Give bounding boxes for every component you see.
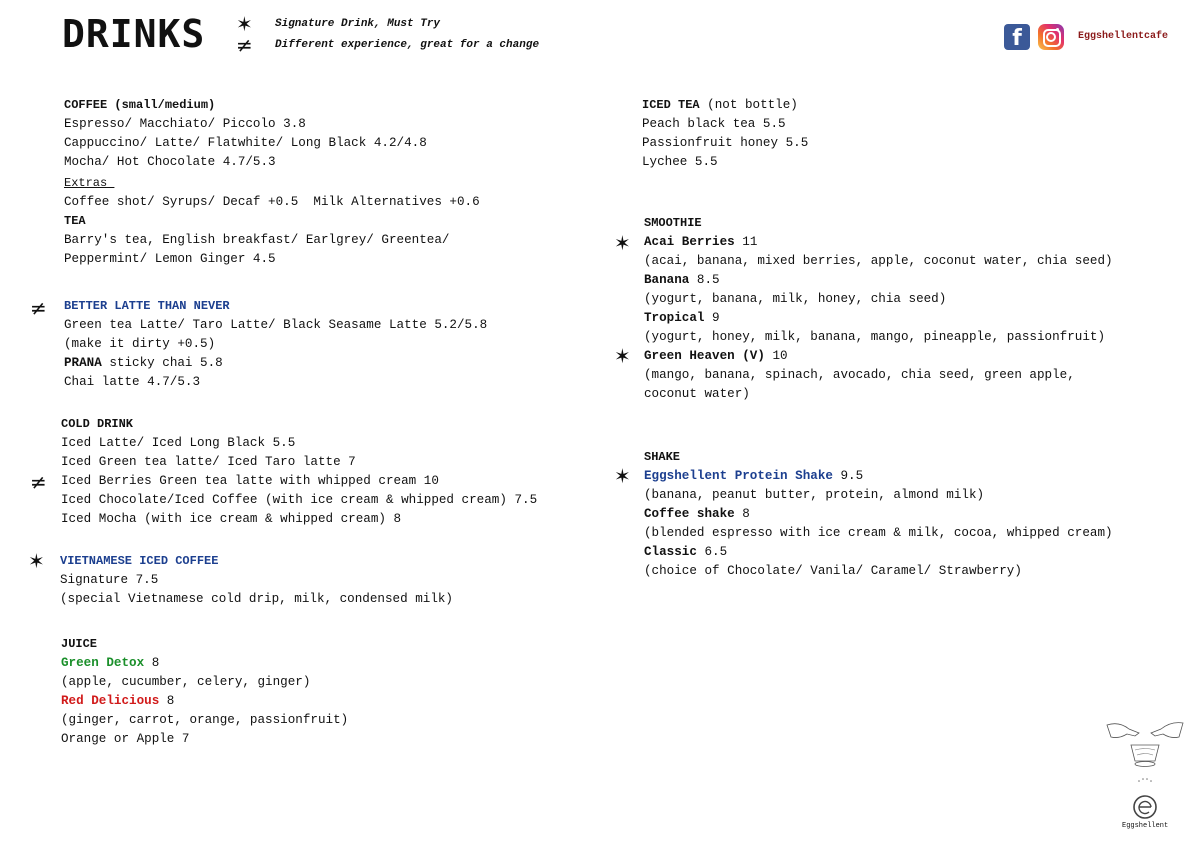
legend-signature-text: Signature Drink, Must Try [275,18,441,30]
iced-tea-item: Passionfruit honey 5.5 [642,136,809,150]
smoothie-price: 8.5 [689,273,720,287]
better-latte-heading: BETTER LATTE THAN NEVER [64,299,230,313]
smoothie-name: Acai Berries [644,235,735,249]
star-burst-icon: ✶ [236,12,253,36]
red-delicious-desc: (ginger, carrot, orange, passionfruit) [61,713,349,727]
extras-line: Coffee shot/ Syrups/ Decaf +0.5 Milk Alternatives +0.6 [64,195,480,209]
shake-price: 8 [734,507,750,521]
shake-price: 6.5 [696,545,728,559]
smoothie-desc: coconut water) [644,387,750,401]
juice-other: Orange or Apple 7 [61,732,190,746]
tea-item: Barry's tea, English breakfast/ Earlgrey/ Greentea/ [64,233,450,247]
cold-drink-item: Iced Latte/ Iced Long Black 5.5 [61,436,296,450]
juice-heading: JUICE [61,637,98,651]
cold-drink-item: Iced Green tea latte/ Iced Taro latte 7 [61,455,356,469]
facebook-icon[interactable]: f [1004,24,1030,50]
shake-section [644,448,1113,581]
not-equal-icon: ≠ [30,470,47,494]
tea-item: Peppermint/ Lemon Ginger 4.5 [64,252,276,266]
shake-name: Eggshellent Protein Shake [644,469,833,483]
smoothie-desc: (mango, banana, spinach, avocado, chia seed, green apple, [644,368,1075,382]
not-equal-icon: ≠ [30,296,47,320]
star-burst-icon: ✶ [614,344,631,368]
better-latte-item: (make it dirty +0.5) [64,337,216,351]
vietnamese-heading: VIETNAMESE ICED COFFEE [60,554,219,568]
shake-desc: (banana, peanut butter, protein, almond milk) [644,488,985,502]
star-burst-icon: ✶ [28,549,45,573]
smoothie-desc: (yogurt, banana, milk, honey, chia seed) [644,292,947,306]
vietnamese-item: (special Vietnamese cold drip, milk, condensed milk) [60,592,453,606]
eggshellent-logo-icon [1105,712,1185,832]
logo-text: Eggshellent [1122,822,1169,830]
coffee-item: Cappuccino/ Latte/ Flatwhite/ Long Black 4.2/4.8 [64,136,427,150]
iced-tea-heading: ICED TEA [642,98,700,112]
shake-heading: SHAKE [644,450,681,464]
smoothie-name: Banana [644,273,690,287]
cold-drink-item: Iced Mocha (with ice cream & whipped cream) 8 [61,512,402,526]
smoothie-section [644,214,1113,404]
better-latte-item: Green tea Latte/ Taro Latte/ Black Seasame Latte 5.2/5.8 [64,318,488,332]
shake-desc: (blended espresso with ice cream & milk, cocoa, whipped cream) [644,526,1113,540]
shake-name: Coffee shake [644,507,735,521]
green-detox-name: Green Detox [61,656,145,670]
page-title: DRINKS [62,12,206,56]
vietnamese-section [60,552,453,609]
cold-drink-item: Iced Berries Green tea latte with whipped cream 10 [61,474,439,488]
prana-name: PRANA [64,356,102,370]
shake-name: Classic [644,545,697,559]
smoothie-heading: SMOOTHIE [644,216,702,230]
smoothie-price: 10 [764,349,788,363]
coffee-item: Espresso/ Macchiato/ Piccolo 3.8 [64,117,306,131]
tea-heading: TEA [64,214,86,228]
coffee-item: Mocha/ Hot Chocolate 4.7/5.3 [64,155,276,169]
shake-desc: (choice of Chocolate/ Vanila/ Caramel/ Strawberry) [644,564,1022,578]
not-equal-icon: ≠ [236,33,253,57]
chai-item: Chai latte 4.7/5.3 [64,375,201,389]
smoothie-name: Green Heaven (V) [644,349,765,363]
smoothie-price: 11 [734,235,758,249]
iced-tea-note: (not bottle) [699,98,798,112]
star-burst-icon: ✶ [614,464,631,488]
instagram-icon[interactable] [1038,24,1064,50]
juice-section [61,635,348,749]
smoothie-desc: (acai, banana, mixed berries, apple, coconut water, chia seed) [644,254,1113,268]
extras-label: Extras [64,176,115,190]
iced-tea-section [642,96,808,172]
social-handle[interactable]: Eggshellentcafe [1078,31,1169,42]
star-burst-icon: ✶ [614,231,631,255]
smoothie-desc: (yogurt, honey, milk, banana, mango, pineapple, passionfruit) [644,330,1106,344]
prana-rest: sticky chai 5.8 [101,356,223,370]
cold-drink-heading: COLD DRINK [61,417,134,431]
iced-tea-item: Peach black tea 5.5 [642,117,786,131]
smoothie-name: Tropical [644,311,705,325]
better-latte-section [64,297,487,392]
green-detox-price: 8 [144,656,160,670]
iced-tea-item: Lychee 5.5 [642,155,718,169]
smoothie-price: 9 [704,311,720,325]
green-detox-desc: (apple, cucumber, celery, ginger) [61,675,311,689]
red-delicious-price: 8 [159,694,175,708]
legend-different-text: Different experience, great for a change [275,39,540,51]
cold-drink-item: Iced Chocolate/Iced Coffee (with ice cream & whipped cream) 7.5 [61,493,538,507]
vietnamese-item: Signature 7.5 [60,573,159,587]
coffee-section [64,96,480,269]
cold-drink-section [61,415,537,529]
shake-price: 9.5 [832,469,864,483]
red-delicious-name: Red Delicious [61,694,160,708]
coffee-heading: COFFEE (small/medium) [64,98,216,112]
